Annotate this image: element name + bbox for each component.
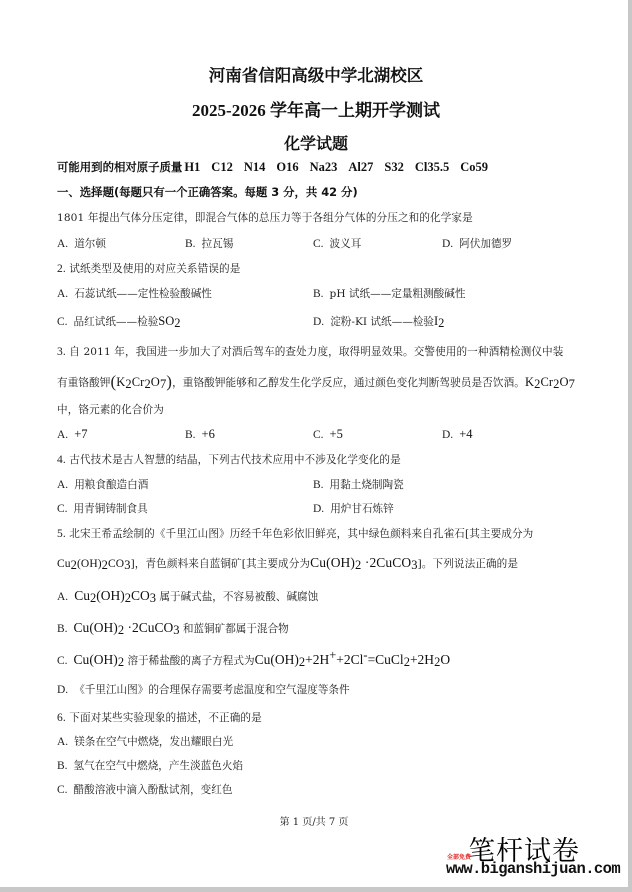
question-4-option-b: B. 用黏土烧制陶瓷 [313,479,404,491]
question-5-option-b: B. $Cu(OH)_2$ ·2CuCO$_3$ 和蓝铜矿都属于混合物 [57,620,289,637]
question-1-option-a: A. 道尔顿 [57,238,106,250]
question-3-stem-line-2: 有重铬酸钾$(K_2Cr_2O_7)$，重铬酸钾能够和乙醇发生化学反应，通过颜色变化判断驾驶员是否饮酒。$K_2Cr_2O_7$ [57,372,576,391]
question-5-option-a: A. $Cu_2(OH)_2CO_3$ 属于碱式盐，不容易被酸、碱腐蚀 [57,588,319,605]
section-heading: 一、选择题(每题只有一个正确答案。每题 3 分，共 42 分) [57,185,358,199]
question-6-option-c: C. 醋酸溶液中滴入酚酞试剂，变红色 [57,784,233,796]
exam-title: 2025-2026 学年高一上期开学测试 [192,101,440,120]
question-3-option-b: B. +6 [185,427,215,441]
question-5-option-d: D. 《千里江山图》的合理保存需要考虑温度和空气湿度等条件 [57,684,350,696]
element-mass: O16 [276,160,299,174]
question-1-stem: 1801 年提出气体分压定律，即混合气体的总压力等于各组分气体的分压之和的化学家是 [57,212,473,224]
element-mass: C12 [211,160,233,174]
question-4-stem: 4. 古代技术是古人智慧的结晶，下列古代技术应用中不涉及化学变化的是 [57,454,401,466]
element-mass: H1 [184,160,201,174]
question-6-option-a: A. 镁条在空气中燃烧，发出耀眼白光 [57,736,234,748]
question-4-option-c: C. 用青铜铸制食具 [57,503,148,515]
question-4-option-a: A. 用粮食酿造白酒 [57,479,149,491]
question-2-stem: 2. 试纸类型及使用的对应关系错误的是 [57,263,241,275]
element-mass: Al27 [348,160,374,174]
question-5-stem-line-2: $Cu_2(OH)_2CO_3$]，青色颜料来自蓝铜矿[其主要成分为$Cu(OH)_2$ ·2CuCO$_3$]。下列说法正确的是 [57,555,519,572]
subject-title: 化学试题 [283,134,348,153]
watermark-brand: 笔杆试卷 [468,836,580,867]
element-mass: Cl35.5 [414,160,450,174]
element-mass: N14 [243,160,266,174]
question-3-option-c: C. +5 [313,427,343,441]
question-5-stem-line-1: 5. 北宋王希孟绘制的《千里江山图》历经千年色彩依旧鲜亮，其中绿色颜料来自孔雀石[其主要成分为 [57,528,534,540]
atomic-mass-line [57,159,488,175]
question-3-stem-line-3: 中，铬元素的化合价为 [57,404,164,416]
question-1-option-b: B. 拉瓦锡 [185,238,234,250]
question-4-option-d: D. 用炉甘石炼锌 [313,503,394,515]
element-mass: S32 [384,160,404,174]
question-3-option-d: D. +4 [442,427,473,441]
element-mass: Co59 [460,160,488,174]
question-1-option-d: D. 阿伏加德罗 [442,238,513,250]
school-title: 河南省信阳高级中学北湖校区 [208,66,424,85]
question-2-option-d: D. 淀粉-KI 试纸——检验$I_2$ [313,314,445,330]
question-6-option-b: B. 氢气在空气中燃烧，产生淡蓝色火焰 [57,760,244,772]
question-1-option-c: C. 波义耳 [313,238,362,250]
page-number: 第 1 页/共 7 页 [279,817,349,828]
question-3-option-a: A. +7 [57,427,88,441]
atomic-mass-label: 可能用到的相对原子质量 [57,160,183,174]
question-2-option-a: A. 石蕊试纸——定性检验酸碱性 [57,288,212,300]
watermark-url: www.biganshijuan.com [446,860,621,878]
question-2-option-c: C. 品红试纸——检验$SO_2$ [57,314,181,330]
question-3-stem-line-1: 3. 自 2011 年，我国进一步加大了对酒后驾车的查处力度，取得明显效果。交警使用的一种酒精检测仪中装 [57,346,564,358]
element-mass: Na23 [309,160,338,174]
watermark-free-tag: 全部免费 [447,854,472,861]
question-6-stem: 6. 下面对某些实验现象的描述，不正确的是 [57,712,262,724]
question-5-option-c: C. $Cu(OH)_2$ 溶于稀盐酸的离子方程式为$Cu(OH)_2+2H^++2Cl^-=CuCl_2+2H_2O$ [57,648,451,669]
question-2-option-b: B. pH 试纸——定量粗测酸碱性 [313,288,466,300]
